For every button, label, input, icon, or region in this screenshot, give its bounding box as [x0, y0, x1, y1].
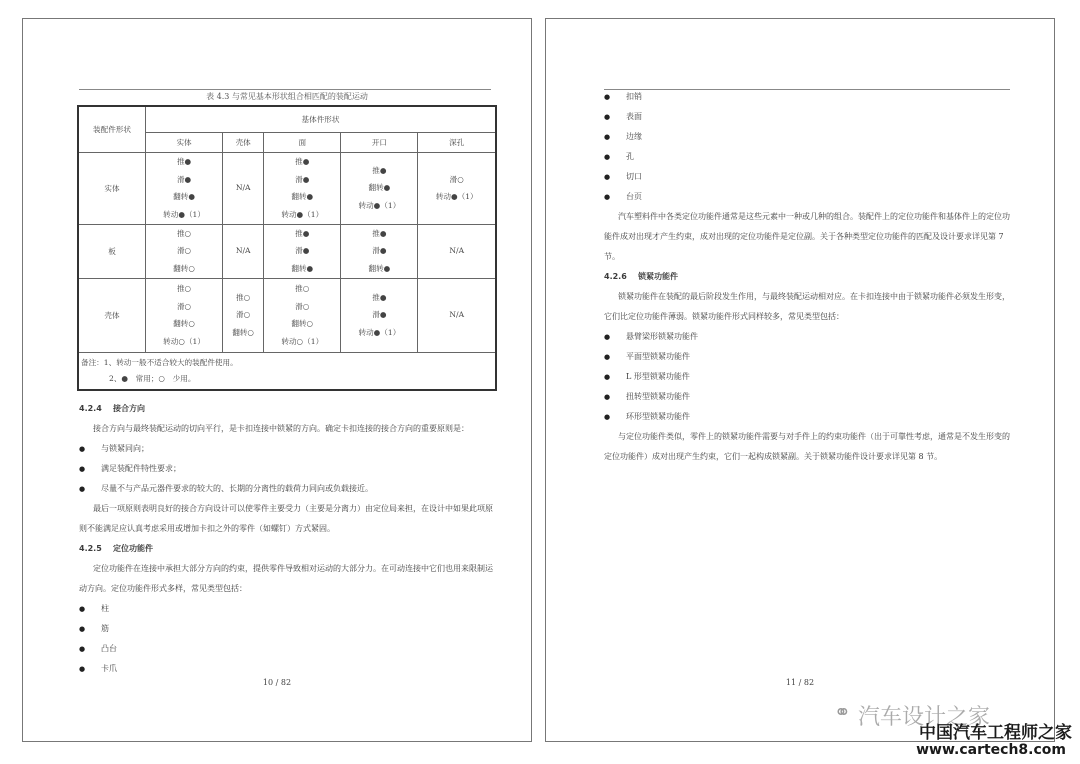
bullet-item: ● 柱	[79, 599, 495, 619]
cell-line: 翻转●	[173, 192, 195, 201]
cell-line: 翻转●	[291, 263, 314, 273]
cell-line: N/A	[235, 246, 251, 256]
watermark-subtitle: 中国汽车工程师之家	[919, 723, 1072, 743]
cell-line: 翻转○	[291, 319, 314, 328]
cell-line: 滑●	[176, 174, 192, 184]
table-row	[78, 278, 496, 352]
table-caption: 表 4.3 与常见基本形状组合相匹配的装配运动	[206, 92, 368, 101]
cell-line: 推○	[176, 228, 192, 238]
cell-line: 推●	[372, 165, 387, 175]
bullet-item: ● 凸台	[79, 639, 495, 659]
table-cell	[341, 224, 418, 278]
cell-line: 滑●	[295, 174, 310, 184]
table-cell	[223, 278, 264, 352]
cell-line: 滑●	[372, 246, 387, 256]
cell-line: 转动●（1）	[358, 327, 401, 337]
cell-line: 转动○（1）	[281, 336, 324, 346]
section-4-2-4	[79, 399, 495, 679]
column-header: 壳体	[223, 132, 264, 152]
cell-line: N/A	[449, 310, 465, 320]
page-number: 11 / 82	[785, 678, 815, 687]
table-cell	[264, 278, 341, 352]
section-heading: 4.2.4 接合方向	[79, 404, 145, 413]
note-1: 备注：1、转动一般不适合较大的装配件使用。	[81, 357, 238, 367]
bullet-item: ● 筋	[79, 619, 495, 639]
bullet-item: ● 满足装配件特性要求；	[79, 459, 495, 479]
table-cell	[264, 152, 341, 224]
cell-line: 滑●	[295, 246, 310, 256]
bullet-item: ● 尽量不与产品元器件要求的较大的、长期的分离性的载荷力同向或负载接近。	[79, 479, 495, 499]
cell-line: 翻转●	[291, 192, 314, 201]
wechat-bubble-icon: ⚭	[834, 700, 851, 724]
cell-line: 翻转●	[368, 183, 391, 193]
bullet-item: ● L 形型锁紧功能件	[604, 367, 1012, 387]
cell-line: 推●	[176, 157, 192, 166]
cell-line: N/A	[449, 246, 465, 256]
table-cell	[146, 224, 223, 278]
cell-line: 翻转○	[173, 319, 195, 328]
base-header: 基体件形状	[146, 106, 497, 132]
table-cell	[341, 152, 418, 224]
cell-line: 翻转●	[368, 263, 391, 273]
table-cell	[264, 224, 341, 278]
cell-line: 转动○（1）	[163, 336, 205, 346]
cell-line: N/A	[235, 183, 251, 193]
bullet-item: ● 表面	[604, 107, 1012, 127]
assembly-motion-table	[77, 105, 497, 391]
paragraph: 最后一项原则表明良好的接合方向设计可以使零件主要受力（主要是分离力）由定位局来担，在设计中如果此项原则不能满足应认真考虑采用或增加卡扣之外的零件（如螺钉）方式紧固。	[79, 504, 493, 533]
column-header: 实体	[146, 132, 223, 152]
paragraph: 锁紧功能件在装配的最后阶段发生作用，与最终装配运动相对应。在卡扣连接中由于锁紧功能件必须发生形变，它们比定位功能件薄弱。锁紧功能件形式同样较多，常见类型包括：	[604, 292, 1010, 321]
table-cell	[418, 278, 496, 352]
cell-line: 滑●	[372, 310, 387, 320]
table-row	[78, 152, 496, 224]
document-page-right	[545, 18, 1055, 742]
table-cell	[146, 278, 223, 352]
right-page-body	[604, 87, 1012, 467]
bullet-item: ● 扣销	[604, 87, 1012, 107]
column-header: 深孔	[418, 132, 496, 152]
bullet-item: ● 切口	[604, 167, 1012, 187]
corner-header: 装配件形状	[78, 106, 146, 152]
table-cell	[146, 152, 223, 224]
cell-line: 推○	[295, 284, 310, 293]
cell-line: 转动●（1）	[281, 209, 324, 219]
column-header: 面	[264, 132, 341, 152]
bullet-item: ● 扭转型锁紧功能件	[604, 387, 1012, 407]
cell-line: 滑○	[176, 301, 192, 311]
cell-line: 滑○	[295, 301, 310, 311]
bullet-item: ● 环形型锁紧功能件	[604, 407, 1012, 427]
cell-line: 翻转○	[232, 327, 255, 337]
cell-line: 转动●（1）	[163, 209, 205, 219]
bullet-item: ● 平面型锁紧功能件	[604, 347, 1012, 367]
table-cell	[223, 224, 264, 278]
paragraph: 定位功能件在连接中承担大部分方向的约束，提供零件导致相对运动的大部分力。在可动连接中它们也用来限制运动方向。定位功能件形式多样，常见类型包括：	[79, 564, 493, 593]
table-row	[78, 224, 496, 278]
section-heading: 4.2.5 定位功能件	[79, 544, 153, 553]
cell-line: 推●	[295, 157, 310, 166]
table-cell	[418, 152, 496, 224]
watermark-title: 汽车设计之家	[858, 705, 991, 730]
cell-line: 转动●（1）	[435, 192, 478, 201]
bullet-item: ● 孔	[604, 147, 1012, 167]
row-header: 壳体	[78, 278, 146, 352]
cell-line: 滑○	[449, 174, 464, 184]
bullet-item: ● 与锁紧同向；	[79, 439, 495, 459]
table-cell	[341, 278, 418, 352]
bullet-item: ● 悬臂梁形锁紧功能件	[604, 327, 1012, 347]
paragraph: 接合方向与最终装配运动的切向平行，是卡扣连接中锁紧的方向。确定卡扣连接的接合方向的重要原则是：	[93, 424, 469, 433]
cell-line: 滑○	[176, 246, 192, 256]
cell-line: 推●	[372, 292, 387, 302]
table-cell	[223, 152, 264, 224]
cell-line: 推○	[176, 284, 192, 293]
document-page-left	[22, 18, 532, 742]
cell-line: 推○	[236, 292, 251, 302]
row-header: 板	[78, 224, 146, 278]
cell-line: 推●	[295, 228, 310, 238]
cell-line: 滑○	[236, 310, 251, 320]
row-header: 实体	[78, 152, 146, 224]
paragraph: 与定位功能件类似，零件上的锁紧功能件需要与对手件上的约束功能件（出于可靠性考虑，通常是不发生形变的定位功能件）成对出现产生约束，它们一起构成锁紧副。关于锁紧功能件设计要求详见第 8 节。	[604, 432, 1010, 461]
table-notes	[78, 352, 496, 390]
cell-line: 转动●（1）	[358, 200, 401, 210]
watermark-url: www.cartech8.com	[916, 742, 1066, 758]
bullet-item: ● 边缘	[604, 127, 1012, 147]
bullet-item: ● 台页	[604, 187, 1012, 207]
note-2: 2、● 常用；○ 少用。	[109, 373, 196, 383]
paragraph: 汽车塑料件中各类定位功能件通常是这些元素中一种或几种的组合。装配件上的定位功能件和基体件上的定位功能件成对出现才产生约束，成对出现的定位功能件是定位副。关于各种类型定位功能件的匹配及设计要求详见第 7 节。	[604, 212, 1010, 261]
cell-line: 推●	[372, 228, 387, 238]
cell-line: 翻转○	[173, 263, 195, 273]
header-rule	[79, 89, 491, 90]
column-header: 开口	[341, 132, 418, 152]
table-cell	[418, 224, 496, 278]
section-heading: 4.2.6 锁紧功能件	[604, 272, 678, 281]
page-number: 10 / 82	[262, 678, 292, 687]
bullet-item: ● 卡爪	[79, 659, 495, 679]
